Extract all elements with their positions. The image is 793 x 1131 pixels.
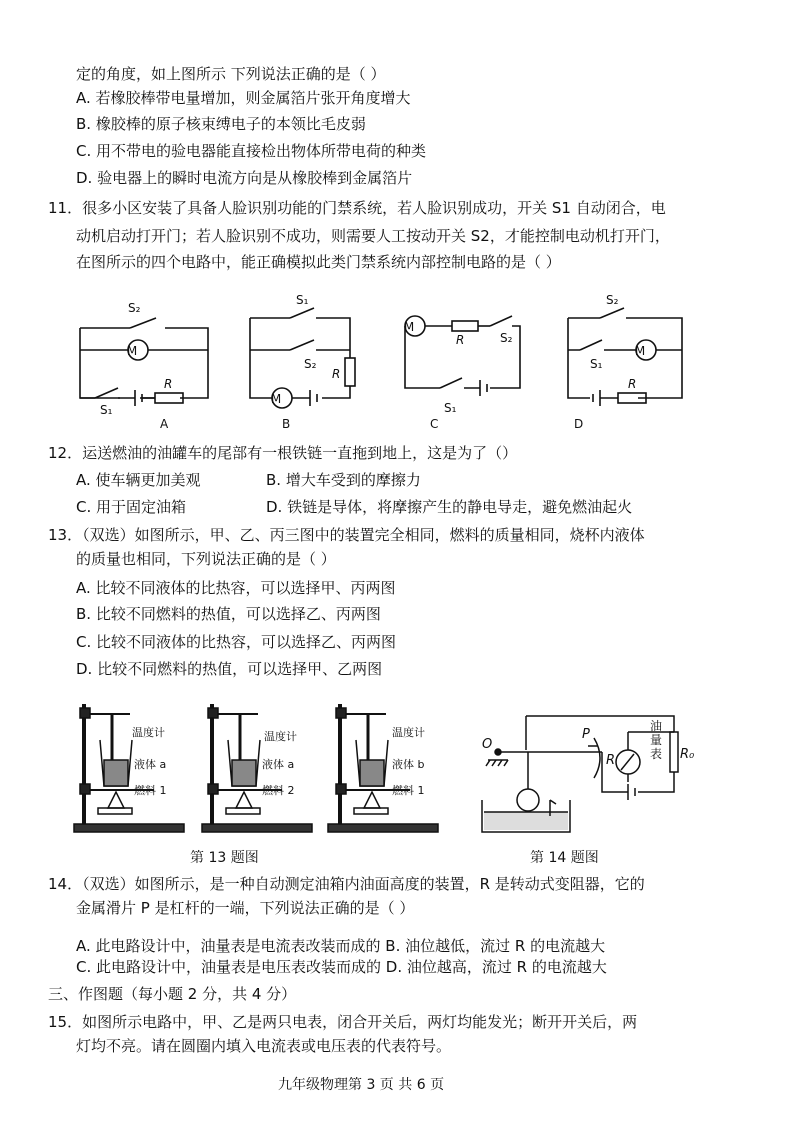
q10-continuation: 定的角度，如上图所示 下列说法正确的是（ ） (76, 65, 386, 83)
q12-line-1: 12．运送燃油的油罐车的尾部有一根铁链一直拖到地上，这是为了（） (48, 444, 518, 462)
circuit-c-r-label: R (456, 333, 465, 347)
apparatus-1 (74, 704, 184, 832)
q14-meter-char-1: 油 (650, 719, 663, 733)
q13-line-1: 13．（双选）如图所示，甲、乙、丙三图中的装置完全相同，燃料的质量相同，烧杯内液体 (48, 526, 645, 544)
circuit-d-r-label: R (628, 377, 637, 391)
page-footer: 九年级物理第 3 页 共 6 页 (278, 1077, 445, 1093)
q14-options-ab: A. 此电路设计中，油量表是电流表改装而成的 B. 油位越低，流过 R 的电流越大 (76, 937, 606, 955)
q15-line-1: 15．如图所示电路中，甲、乙是两只电表，闭合开关后，两灯均能发光；断开开关后，两 (48, 1013, 638, 1031)
apparatus-2-thermometer-label: 温度计 (264, 730, 297, 743)
circuit-c-label: C (430, 417, 439, 431)
q12-option-b: B. 增大车受到的摩擦力 (266, 471, 421, 489)
q12-option-a: A. 使车辆更加美观 (76, 471, 201, 489)
q13-line-2: 的质量也相同，下列说法正确的是（ ） (76, 550, 336, 568)
q11-line-2: 动机启动打开门；若人脸识别不成功，则需要人工按动开关 S2，才能控制电动机打开门， (76, 227, 670, 245)
circuit-a-motor-label: M (126, 344, 138, 358)
q11-circuit-figures (60, 288, 740, 438)
circuit-b-r-label: R (332, 367, 341, 381)
apparatus-1-thermometer-label: 温度计 (132, 726, 165, 739)
circuit-b-s2-label: S₂ (304, 357, 317, 371)
circuit-d (568, 308, 682, 406)
circuit-a (80, 318, 208, 406)
q14-line-1: 14．（双选）如图所示，是一种自动测定油箱内油面高度的装置，R 是转动式变阻器，它的 (48, 875, 645, 893)
q14-oil-gauge-figure (478, 712, 708, 837)
apparatus-3-fuel-label: 燃料 1 (392, 784, 425, 797)
circuit-a-label: A (160, 417, 169, 431)
q12-option-c: C. 用于固定油箱 (76, 498, 187, 516)
q14-line-2: 金属滑片 P 是杠杆的一端，下列说法正确的是（ ） (76, 899, 415, 917)
q13-option-d: D. 比较不同燃料的热值，可以选择甲、乙两图 (76, 660, 383, 678)
circuit-c (405, 316, 520, 396)
q13-apparatus-figure (70, 700, 450, 835)
q10-option-a: A. 若橡胶棒带电量增加，则金属箔片张开角度增大 (76, 89, 411, 107)
q14-caption: 第 14 题图 (530, 850, 599, 866)
q13-option-a: A. 比较不同液体的比热容，可以选择甲、丙两图 (76, 579, 396, 597)
circuit-b-motor-label: M (270, 392, 282, 406)
q14-o-label: O (482, 737, 493, 752)
q14-options-cd: C. 此电路设计中，油量表是电压表改装而成的 D. 油位越高，流过 R 的电流越大 (76, 958, 607, 976)
circuit-a-s2-label: S₂ (128, 301, 141, 315)
q12-option-d: D. 铁链是导体，将摩擦产生的静电导走，避免燃油起火 (266, 498, 633, 516)
q14-r-label: R (606, 753, 616, 768)
circuit-c-s1-label: S₁ (444, 401, 457, 415)
circuit-d-label: D (574, 417, 584, 431)
apparatus-2 (202, 704, 312, 832)
q10-option-c: C. 用不带电的验电器能直接检出物体所带电荷的种类 (76, 142, 427, 160)
apparatus-3-liquid-label: 液体 b (392, 758, 425, 771)
apparatus-2-liquid-label: 液体 a (262, 758, 295, 771)
section-3-heading: 三、作图题（每小题 2 分，共 4 分） (48, 985, 297, 1003)
q10-option-b: B. 橡胶棒的原子核束缚电子的本领比毛皮弱 (76, 115, 366, 133)
circuit-a-s1-label: S₁ (100, 403, 113, 417)
q13-caption: 第 13 题图 (190, 850, 259, 866)
q14-meter-char-2: 量 (650, 733, 663, 747)
apparatus-2-fuel-label: 燃料 2 (262, 784, 295, 797)
q13-option-b: B. 比较不同燃料的热值，可以选择乙、丙两图 (76, 605, 381, 623)
q15-line-2: 灯均不亮。请在圆圈内填入电流表或电压表的代表符号。 (76, 1037, 452, 1055)
apparatus-3-thermometer-label: 温度计 (392, 726, 425, 739)
q14-p-label: P (582, 727, 590, 742)
circuit-a-r-label: R (164, 377, 173, 391)
circuit-b-label: B (282, 417, 291, 431)
q11-line-1: 11．很多小区安装了具备人脸识别功能的门禁系统，若人脸识别成功，开关 S1 自动闭合，电 (48, 199, 666, 217)
apparatus-1-liquid-label: 液体 a (134, 758, 167, 771)
circuit-d-motor-label: M (634, 344, 646, 358)
q13-option-c: C. 比较不同液体的比热容，可以选择乙、丙两图 (76, 633, 397, 651)
q11-line-3: 在图所示的四个电路中，能正确模拟此类门禁系统内部控制电路的是（ ） (76, 253, 561, 271)
circuit-b-s1-label: S₁ (296, 293, 309, 307)
circuit-d-s2-label: S₂ (606, 293, 619, 307)
circuit-c-motor-label: M (403, 320, 415, 334)
q14-meter-char-3: 表 (650, 747, 663, 761)
circuit-d-s1-label: S₁ (590, 357, 603, 371)
circuit-b (250, 308, 355, 408)
circuit-c-s2-label: S₂ (500, 331, 513, 345)
q10-option-d: D. 验电器上的瞬时电流方向是从橡胶棒到金属箔片 (76, 169, 413, 187)
q14-r0-label: R₀ (680, 747, 695, 762)
apparatus-1-fuel-label: 燃料 1 (134, 784, 167, 797)
